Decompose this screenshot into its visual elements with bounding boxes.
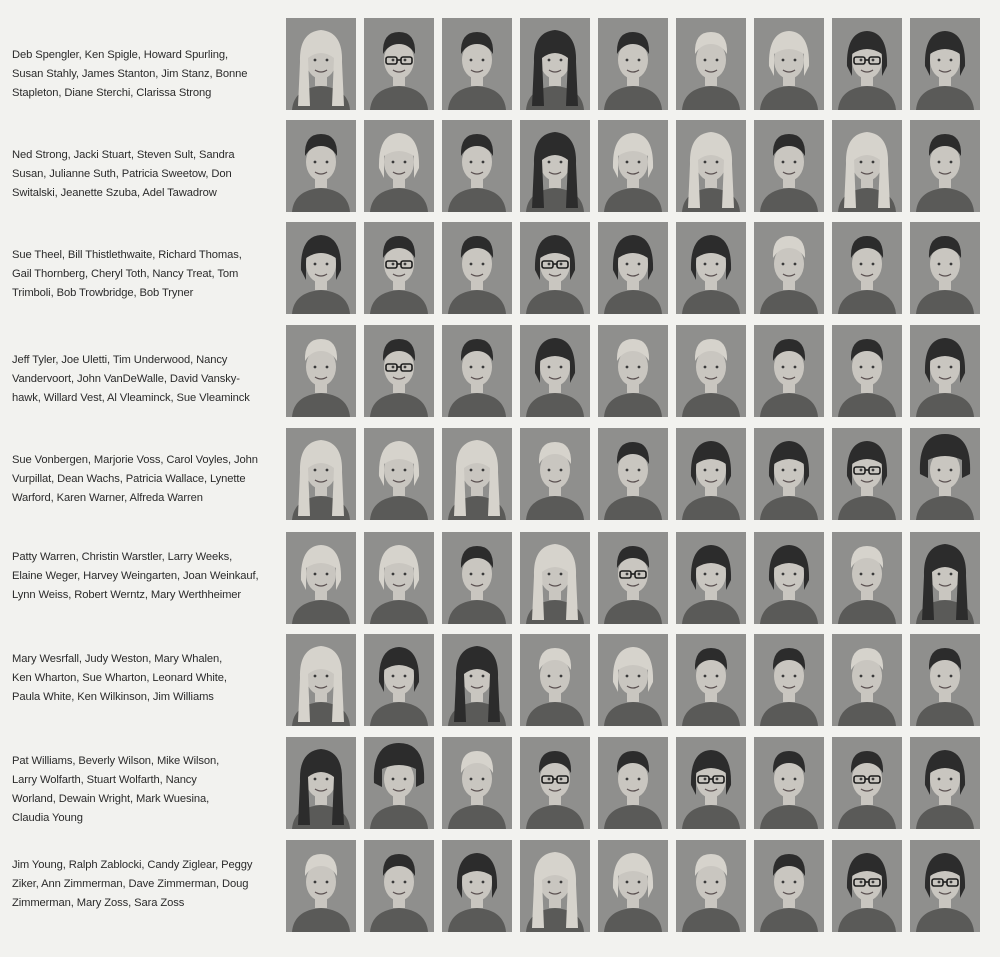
- portrait-photo: [520, 840, 590, 932]
- portrait-photo: [364, 532, 434, 624]
- caption-line: Larry Wolfarth, Stuart Wolfarth, Nancy: [12, 774, 197, 786]
- portrait-photo: [286, 120, 356, 212]
- portrait-photo: [598, 737, 668, 829]
- portrait-photo: [676, 222, 746, 314]
- portrait-photo: [286, 737, 356, 829]
- portrait-photo: [910, 840, 980, 932]
- portrait-photo: [598, 222, 668, 314]
- portrait-photo: [754, 222, 824, 314]
- caption-row-6: [12, 548, 274, 605]
- caption-line: Lynn Weiss, Robert Werntz, Mary Werthheimer: [12, 589, 242, 601]
- portrait-photo: [520, 325, 590, 417]
- caption-line: Sue Theel, Bill Thistlethwaite, Richard Thomas,: [12, 249, 242, 261]
- portrait-photo: [676, 428, 746, 520]
- portrait-photo: [442, 634, 512, 726]
- caption-line: Mary Wesrfall, Judy Weston, Mary Whalen,: [12, 653, 223, 665]
- portrait-photo: [832, 840, 902, 932]
- portrait-photo: [910, 222, 980, 314]
- caption-row-9: [12, 856, 274, 913]
- portrait-photo: [364, 840, 434, 932]
- portrait-photo: [442, 18, 512, 110]
- portrait-photo: [832, 18, 902, 110]
- portrait-photo: [286, 325, 356, 417]
- caption-line: Jeff Tyler, Joe Uletti, Tim Underwood, Nancy: [12, 354, 228, 366]
- caption-row-4: [12, 351, 274, 408]
- caption-row-3: [12, 246, 274, 303]
- portrait-photo: [754, 325, 824, 417]
- caption-line: Sue Vonbergen, Marjorie Voss, Carol Voyles, John: [12, 454, 258, 466]
- portrait-photo: [910, 532, 980, 624]
- portrait-photo: [910, 325, 980, 417]
- portrait-photo: [286, 840, 356, 932]
- portrait-photo: [598, 532, 668, 624]
- portrait-photo: [832, 222, 902, 314]
- portrait-photo: [754, 18, 824, 110]
- portrait-photo: [910, 120, 980, 212]
- portrait-photo: [520, 222, 590, 314]
- portrait-photo: [598, 840, 668, 932]
- caption-line: Worland, Dewain Wright, Mark Wuesina,: [12, 793, 210, 805]
- portrait-photo: [598, 634, 668, 726]
- caption-line: Vandervoort, John VanDeWalle, David Vansky-: [12, 373, 240, 385]
- portrait-photo: [598, 120, 668, 212]
- portrait-photo: [364, 222, 434, 314]
- portrait-photo: [364, 120, 434, 212]
- caption-row-8: [12, 752, 274, 828]
- portrait-photo: [520, 737, 590, 829]
- portrait-photo: [754, 532, 824, 624]
- portrait-photo: [520, 532, 590, 624]
- portrait-photo: [832, 120, 902, 212]
- portrait-photo: [832, 634, 902, 726]
- caption-row-5: [12, 451, 274, 508]
- caption-line: Elaine Weger, Harvey Weingarten, Joan Weinkauf,: [12, 570, 259, 582]
- portrait-photo: [910, 428, 980, 520]
- portrait-photo: [676, 18, 746, 110]
- caption-line: Gail Thornberg, Cheryl Toth, Nancy Treat, Tom: [12, 268, 239, 280]
- portrait-photo: [754, 428, 824, 520]
- portrait-photo: [442, 222, 512, 314]
- portrait-photo: [520, 120, 590, 212]
- portrait-photo: [520, 428, 590, 520]
- caption-row-2: [12, 146, 274, 203]
- portrait-photo: [286, 18, 356, 110]
- portrait-photo: [442, 532, 512, 624]
- caption-line: Susan Stahly, James Stanton, Jim Stanz, Bonne: [12, 68, 248, 80]
- portrait-photo: [754, 634, 824, 726]
- portrait-photo: [364, 428, 434, 520]
- portrait-photo: [286, 532, 356, 624]
- caption-line: Stapleton, Diane Sterchi, Clarissa Strong: [12, 87, 212, 99]
- caption-line: Vurpillat, Dean Wachs, Patricia Wallace, Lynette: [12, 473, 246, 485]
- portrait-photo: [676, 325, 746, 417]
- portrait-photo: [832, 428, 902, 520]
- caption-line: Jim Young, Ralph Zablocki, Candy Ziglear, Peggy: [12, 859, 253, 871]
- portrait-photo: [364, 18, 434, 110]
- portrait-photo: [286, 634, 356, 726]
- caption-row-7: [12, 650, 274, 707]
- portrait-photo: [442, 840, 512, 932]
- caption-line: Patty Warren, Christin Warstler, Larry Weeks,: [12, 551, 233, 563]
- portrait-photo: [598, 325, 668, 417]
- portrait-photo: [832, 532, 902, 624]
- portrait-photo: [676, 737, 746, 829]
- portrait-photo: [676, 840, 746, 932]
- portrait-photo: [598, 428, 668, 520]
- portrait-photo: [286, 428, 356, 520]
- portrait-photo: [442, 428, 512, 520]
- portrait-photo: [910, 18, 980, 110]
- caption-line: hawk, Willard Vest, Al Vleaminck, Sue Vleaminck: [12, 392, 250, 404]
- portrait-photo: [364, 634, 434, 726]
- caption-line: Susan, Julianne Suth, Patricia Sweetow, Don: [12, 168, 232, 180]
- portrait-photo: [286, 222, 356, 314]
- caption-line: Paula White, Ken Wilkinson, Jim Williams: [12, 691, 214, 703]
- portrait-photo: [520, 18, 590, 110]
- caption-line: Claudia Young: [12, 812, 83, 824]
- portrait-photo: [910, 634, 980, 726]
- portrait-photo: [832, 737, 902, 829]
- portrait-photo: [364, 325, 434, 417]
- portrait-photo: [676, 634, 746, 726]
- portrait-photo: [364, 737, 434, 829]
- portrait-photo: [520, 634, 590, 726]
- caption-line: Ken Wharton, Sue Wharton, Leonard White,: [12, 672, 227, 684]
- portrait-photo: [754, 840, 824, 932]
- portrait-photo: [754, 120, 824, 212]
- caption-line: Deb Spengler, Ken Spigle, Howard Spurling,: [12, 49, 228, 61]
- caption-line: Pat Williams, Beverly Wilson, Mike Wilson,: [12, 755, 220, 767]
- caption-line: Zimmerman, Mary Zoss, Sara Zoss: [12, 897, 185, 909]
- caption-line: Ziker, Ann Zimmerman, Dave Zimmerman, Doug: [12, 878, 249, 890]
- portrait-photo: [910, 737, 980, 829]
- portrait-photo: [598, 18, 668, 110]
- caption-line: Trimboli, Bob Trowbridge, Bob Tryner: [12, 287, 194, 299]
- portrait-photo: [676, 120, 746, 212]
- portrait-photo: [676, 532, 746, 624]
- portrait-photo: [442, 120, 512, 212]
- caption-row-1: [12, 46, 274, 103]
- portrait-photo: [754, 737, 824, 829]
- caption-line: Warford, Karen Warner, Alfreda Warren: [12, 492, 203, 504]
- portrait-photo: [832, 325, 902, 417]
- portrait-photo: [442, 325, 512, 417]
- portrait-photo: [442, 737, 512, 829]
- caption-line: Switalski, Jeanette Szuba, Adel Tawadrow: [12, 187, 217, 199]
- caption-line: Ned Strong, Jacki Stuart, Steven Sult, Sandra: [12, 149, 235, 161]
